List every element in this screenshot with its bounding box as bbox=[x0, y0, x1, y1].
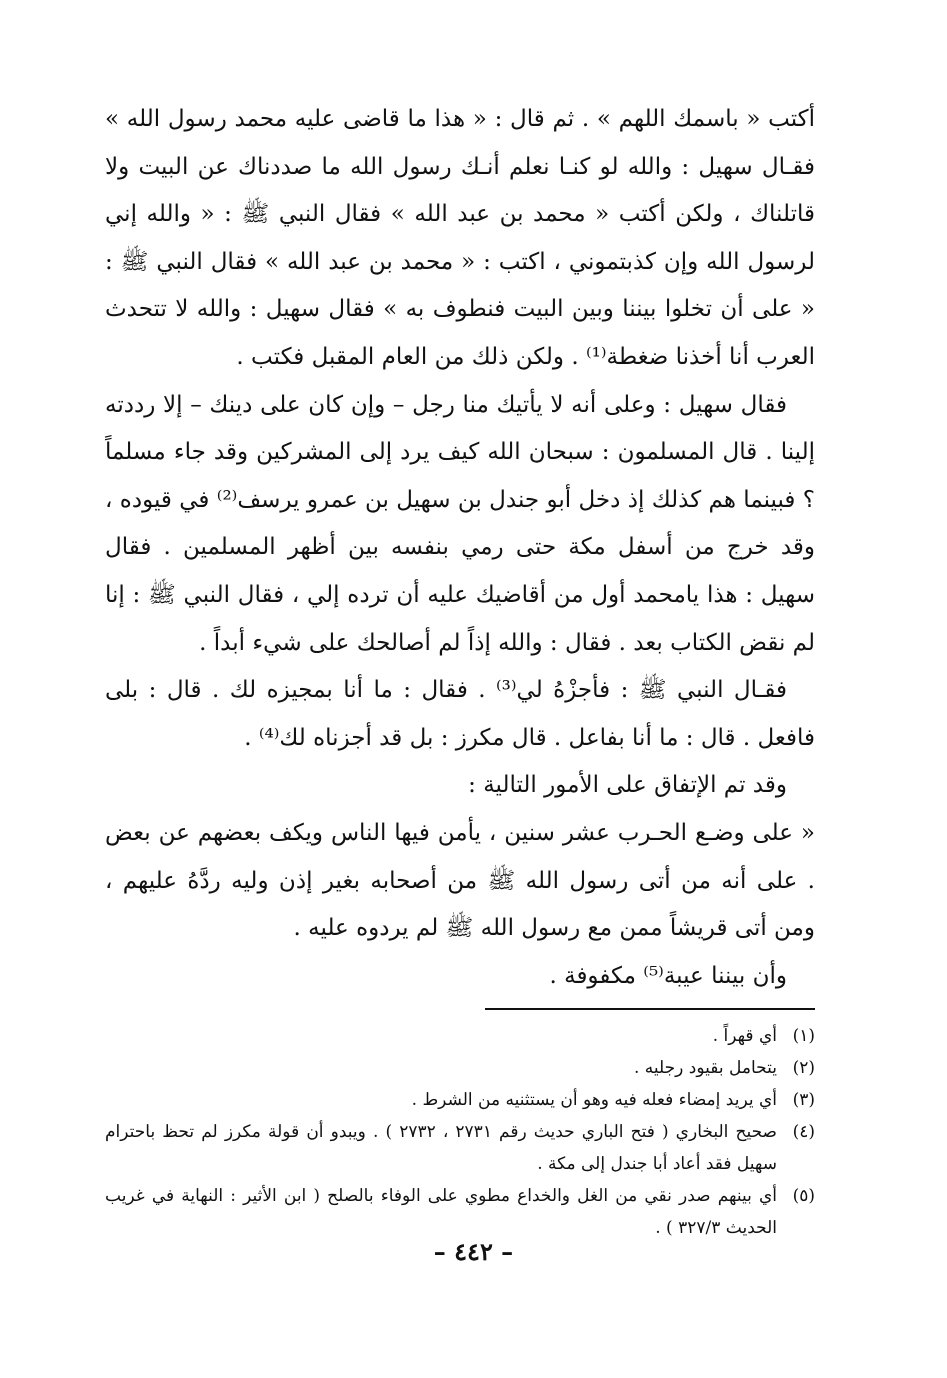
footnote-5 bbox=[105, 1180, 815, 1244]
footnote-separator bbox=[485, 1008, 815, 1010]
footnote-number: (٢) bbox=[792, 1058, 815, 1079]
footnote-number: (٣) bbox=[792, 1090, 815, 1111]
footnote-3 bbox=[105, 1084, 815, 1116]
footnote-number: (٤) bbox=[792, 1122, 815, 1143]
footnote-1 bbox=[105, 1020, 815, 1052]
footnote-text: صحيح البخاري ( فتح الباري حديث رقم ٢٧٣١ ، ٢٧٣٢ ) . ويبدو أن قولة مكرز لم تحظ باحترام سهيل فقد أعاد أبا جندل إلى مكة . bbox=[105, 1122, 777, 1175]
footnote-number: (٥) bbox=[792, 1186, 815, 1207]
paragraph-3: فقـال النبي ﷺ : فأجزْهُ لي⁽³⁾ . فقال : ما أنا بمجيزه لك . قال : بلى فافعل . قال : ما أنا بفاعل . قال مكرز : بل قد أجزناه لك⁽⁴⁾ . bbox=[105, 677, 815, 751]
footnote-2 bbox=[105, 1052, 815, 1084]
footnote-text: أي يريد إمضاء فعله فيه وهو أن يستثنيه من الشرط . bbox=[411, 1090, 777, 1111]
paragraph-5: « على وضـع الحـرب عشر سنين ، يأمن فيها الناس ويكف بعضهم عن بعض . على أنه من أتى رسول الله ﷺ من أصحابه بغير إذن وليه ردَّهُ عليهم ، ومن أتى قريشاً ممن مع رسول الله ﷺ لم يردوه عليه . bbox=[105, 819, 815, 942]
footnotes bbox=[105, 1020, 815, 1244]
footnote-text: أي بينهم صدر نقي من الغل والخداع مطوي على الوفاء بالصلح ( ابن الأثير : النهاية في غريب الحديث ٣٢٧/٣ ) . bbox=[105, 1186, 777, 1239]
paragraph-1: أكتب « باسمك اللهم » . ثم قال : « هذا ما قاضى عليه محمد رسول الله » فقـال سهيل : والله لو كنـا نعلم أنـك رسول الله ما صددناك عن البيت ولا قاتلناك ، ولكن أكتب « محمد بن عبد الله » فقال النبي ﷺ : « والله إني لرسول الله وإن كذبتموني ، اكتب : « محمد بن عبد الله » فقال النبي ﷺ : « على أن تخلوا بيننا وبين البيت فنطوف به » فقال سهيل : والله لا تتحدث العرب أنا أخذنا ضغطة⁽¹⁾ . ولكن ذلك من العام المقبل فكتب . bbox=[105, 106, 815, 370]
page-number: – ٤٤٢ – bbox=[433, 1237, 514, 1266]
footnote-number: (١) bbox=[792, 1026, 815, 1047]
footnote-4 bbox=[105, 1116, 815, 1180]
page-content bbox=[105, 96, 815, 1244]
paragraph-6: وأن بيننا عيبة⁽⁵⁾ مكفوفة . bbox=[549, 962, 787, 989]
paragraph-2: فقال سهيل : وعلى أنه لا يأتيك منا رجل – وإن كان على دينك – إلا رددته إلينا . قال المسلمون : سبحان الله كيف يرد إلى المشركين وقد جاء مسلماً ؟ فبينما هم كذلك إذ دخل أبو جندل بن سهيل بن عمرو يرسف⁽²⁾ في قيوده ، وقد خرج من أسفل مكة حتى رمي بنفسه بين أظهر المسلمين . فقال سهيل : هذا يامحمد أول من أقاضيك عليه أن ترده إلي ، فقال النبي ﷺ : إنا لم نقض الكتاب بعد . فقال : والله إذاً لم أصالحك على شيء أبداً . bbox=[105, 391, 815, 656]
footnote-text: يتحامل بقيود رجليه . bbox=[633, 1058, 777, 1079]
footnote-text: أي قهراً . bbox=[712, 1026, 777, 1047]
footnote-separator-wrap bbox=[105, 1000, 815, 1020]
paragraph-4: وقد تم الإتفاق على الأمور التالية : bbox=[468, 772, 787, 799]
body-text bbox=[105, 96, 815, 1000]
